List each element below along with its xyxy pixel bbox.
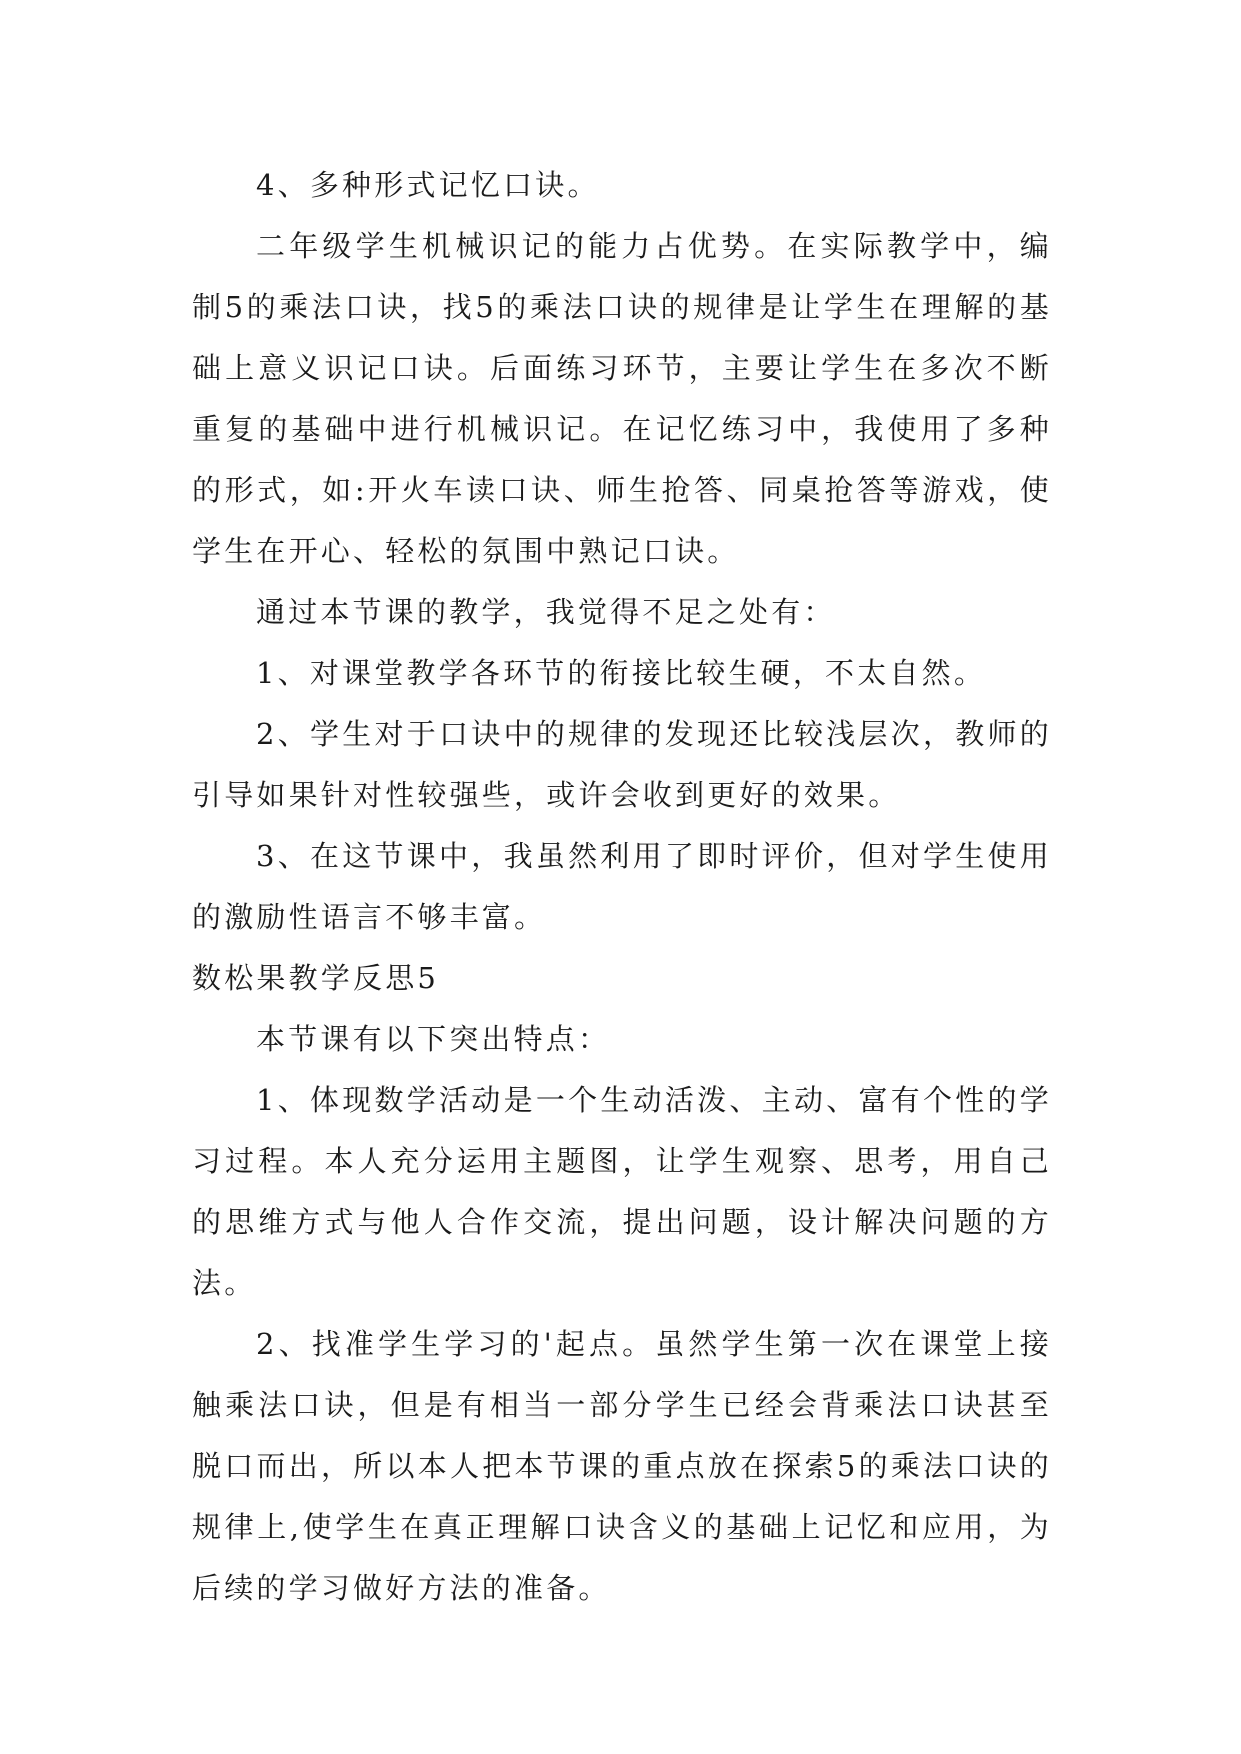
paragraph-memory-forms: 4、多种形式记忆口诀。 (256, 168, 600, 202)
section-heading: 数松果教学反思5 (192, 961, 440, 995)
paragraph-rote-memory: 二年级学生机械识记的能力占优势。在实际教学中，编制5的乘法口诀，找5的乘法口诀的规律是让学生在理解的基础上意义识记口诀。后面练习环节，主要让学生在多次不断重复的基础中进行机械识记。在记忆练习中，我使用了多种的形式，如:开火车读口诀、师生抢答、同桌抢答等游戏，使学生在开心、轻松的氛围中熟记口诀。 (192, 229, 1052, 568)
paragraph-shortcoming-1: 1、对课堂教学各环节的衔接比较生硬，不太自然。 (256, 656, 987, 690)
paragraph-feature-1: 1、体现数学活动是一个生动活泼、主动、富有个性的学习过程。本人充分运用主题图，让学生观察、思考，用自己的思维方式与他人合作交流，提出问题，设计解决问题的方法。 (192, 1083, 1052, 1300)
paragraph-shortcoming-3: 3、在这节课中，我虽然利用了即时评价，但对学生使用的激励性语言不够丰富。 (192, 839, 1052, 934)
paragraph-features-intro: 本节课有以下突出特点： (256, 1022, 611, 1056)
document-body (192, 155, 1052, 1619)
paragraph-feature-2: 2、找准学生学习的'起点。虽然学生第一次在课堂上接触乘法口诀，但是有相当一部分学生已经会背乘法口诀甚至脱口而出，所以本人把本节课的重点放在探索5的乘法口诀的规律上,使学生在真正理解口诀含义的基础上记忆和应用，为后续的学习做好方法的准备。 (192, 1327, 1052, 1605)
paragraph-shortcomings-intro: 通过本节课的教学，我觉得不足之处有： (256, 595, 836, 629)
paragraph-shortcoming-2: 2、学生对于口诀中的规律的发现还比较浅层次，教师的引导如果针对性较强些，或许会收到更好的效果。 (192, 717, 1052, 812)
